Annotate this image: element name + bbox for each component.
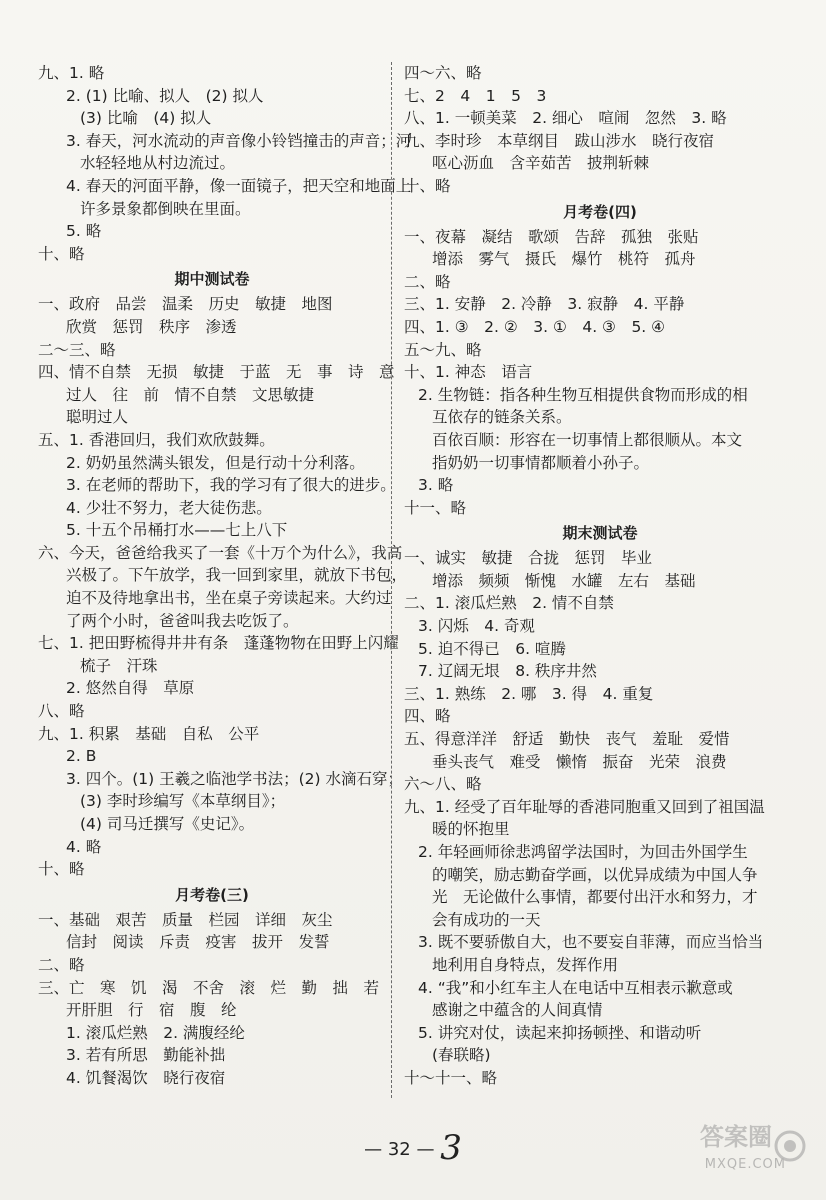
answer-line: 二、略 [38, 955, 85, 974]
answer-line: 十、略 [38, 244, 85, 263]
answer-line: 2. 悠然自得 草原 [66, 679, 195, 698]
answer-line: 了两个小时，爸爸叫我去吃饭了。 [66, 611, 299, 630]
answer-line: 4. “我”和小红车主人在电话中互相表示歉意或 [418, 978, 733, 997]
answer-line: 4. 饥餐渴饮 晓行夜宿 [66, 1068, 226, 1087]
answer-line: 百依百顺：形容在一切事情上都很顺从。本文 [432, 430, 743, 449]
answer-line: 信封 阅读 斥责 疫害 拔开 发誓 [66, 933, 330, 952]
answer-line: 二、略 [404, 272, 451, 291]
answer-line: 十、1. 神态 语言 [404, 363, 533, 382]
answer-line: 迫不及待地拿出书，坐在桌子旁读起来。大约过 [66, 589, 392, 608]
answer-line: 地利用自身特点，发挥作用 [432, 955, 619, 974]
answer-line: 梳子 汗珠 [80, 656, 158, 675]
answer-line: 七、2 4 1 5 3 [404, 86, 547, 105]
answer-line: 欣赏 惩罚 秩序 渗透 [66, 317, 237, 336]
answer-line: 5. 十五个吊桶打水——七上八下 [66, 521, 288, 540]
answer-line: 5. 讲究对仗，读起来抑扬顿挫、和谐动听 [418, 1023, 702, 1042]
answer-line: 四、略 [404, 707, 451, 726]
answer-line: 十、略 [404, 176, 451, 195]
answer-line: 一、诚实 敏捷 合拢 惩罚 毕业 [404, 549, 653, 568]
watermark-url: MXQE.COM [704, 1157, 786, 1172]
answer-line: 5. 略 [66, 222, 102, 241]
answer-line: 2. 年轻画师徐悲鸿留学法国时，为回击外国学生 [418, 843, 748, 861]
answer-line: 增添 雾气 摄氏 爆竹 桃符 孤舟 [432, 250, 696, 269]
answer-line: 四～六、略 [404, 64, 482, 82]
answer-line: 光 无论做什么事情，都要付出汗水和努力，才 [432, 888, 758, 907]
answer-line: 3. 略 [418, 476, 454, 495]
answer-line: 六～八、略 [404, 775, 482, 794]
answer-line: 十～十一、略 [404, 1068, 498, 1087]
answer-line: 1. 滚瓜烂熟 2. 满腹经纶 [66, 1023, 245, 1042]
answer-line: 垂头丧气 难受 懒惰 振奋 光荣 浪费 [432, 752, 727, 771]
answer-line: 五、得意洋洋 舒适 勤快 丧气 羞耻 爱惜 [404, 730, 730, 749]
answer-line: 暖的怀抱里 [432, 820, 510, 839]
answer-line: 2. 奶奶虽然满头银发，但是行动十分利落。 [66, 453, 365, 472]
answer-line: (春联略) [432, 1046, 491, 1065]
answer-line: 指奶奶一切事情都顺着小孙子。 [432, 453, 650, 472]
answer-line: (3) 比喻 (4) 拟人 [80, 109, 212, 128]
answer-line: 四、情不自禁 无损 敏捷 于蓝 无 事 诗 意 [38, 363, 395, 382]
answer-line: 十、略 [38, 860, 85, 879]
answer-line: 4. 春天的河面平静，像一面镜子，把天空和地面上 [66, 176, 412, 195]
right-column [404, 62, 796, 1090]
section-title: 期中测试卷 [174, 270, 250, 289]
answer-line: 5. 迫不得已 6. 喧腾 [418, 639, 566, 658]
answer-line: 八、1. 一顿美菜 2. 细心 喧闹 忽然 3. 略 [404, 109, 727, 128]
answer-line: 八、略 [38, 702, 85, 721]
answer-line: 3. 四个。(1) 王羲之临池学书法；(2) 水滴石穿； [66, 769, 403, 788]
answer-line: 2. (1) 比喻、拟人 (2) 拟人 [66, 86, 264, 105]
answer-line: 的嘲笑，励志勤奋学画，以优异成绩为中国人争 [432, 865, 758, 884]
answer-line: 一、政府 品尝 温柔 历史 敏捷 地图 [38, 295, 333, 314]
section-title: 月考卷(四) [563, 202, 637, 221]
page-number: — 32 — [364, 1139, 435, 1160]
column-divider [391, 62, 392, 1098]
answer-line: 3. 既不要骄傲自大，也不要妄自菲薄，而应当恰当 [418, 933, 764, 952]
answer-line: 十一、略 [404, 498, 467, 517]
answer-line: 九、李时珍 本草纲目 跋山涉水 晓行夜宿 [404, 131, 715, 150]
answer-line: 呕心沥血 含辛茹苦 披荆斩棘 [432, 154, 650, 173]
answer-line: 水轻轻地从村边流过。 [80, 154, 236, 173]
watermark-logo [698, 1124, 808, 1178]
answer-line: 增添 频频 惭愧 水罐 左右 基础 [432, 571, 696, 590]
answer-line: 五、1. 香港回归，我们欢欣鼓舞。 [38, 430, 275, 449]
answer-line: 聪明过人 [66, 408, 129, 427]
answer-line: 4. 略 [66, 837, 102, 856]
answer-line: 许多景象都倒映在里面。 [80, 199, 251, 218]
handwritten-mark: 3 [440, 1128, 462, 1168]
answer-line: (4) 司马迁撰写《史记》。 [80, 815, 255, 833]
answer-line: 3. 在老师的帮助下，我的学习有了很大的进步。 [66, 476, 396, 495]
answer-line: 会有成功的一天 [432, 910, 541, 929]
section-title: 期末测试卷 [562, 524, 638, 543]
answer-line: 二～三、略 [38, 340, 116, 359]
section-title: 月考卷(三) [175, 885, 249, 904]
watermark-logo-text: 答案圈 [700, 1123, 772, 1151]
answer-line: 九、1. 积累 基础 自私 公平 [38, 724, 260, 743]
answer-line: 3. 春天，河水流动的声音像小铃铛撞击的声音；河 [66, 131, 412, 150]
answer-line: 感谢之中蕴含的人间真情 [432, 1001, 603, 1020]
answer-line: 三、1. 安静 2. 冷静 3. 寂静 4. 平静 [404, 295, 685, 314]
answer-line: 七、1. 把田野梳得井井有条 蓬蓬物物在田野上闪耀 [38, 634, 399, 653]
answer-line: 一、基础 艰苦 质量 栏园 详细 灰尘 [38, 910, 333, 929]
answer-line: 九、1. 略 [38, 64, 105, 82]
answer-line: 二、1. 滚瓜烂熟 2. 情不自禁 [404, 594, 614, 613]
answer-line: 三、亡 寒 饥 渴 不舍 滚 烂 勤 拙 若 [38, 978, 380, 997]
answer-line: 2. B [66, 747, 97, 766]
answer-line: 四、1. ③ 2. ② 3. ① 4. ③ 5. ④ [404, 317, 666, 336]
answer-line: 九、1. 经受了百年耻辱的香港同胞重又回到了祖国温 [404, 797, 765, 816]
answer-line: 开肝胆 行 宿 腹 纶 [66, 1001, 237, 1020]
answer-line: 过人 往 前 情不自禁 文思敏捷 [66, 385, 315, 404]
answer-line: 兴极了。下午放学，我一回到家里，就放下书包， [66, 566, 408, 585]
answer-line: 7. 辽阔无垠 8. 秩序井然 [418, 662, 597, 681]
answer-line: 2. 生物链：指各种生物互相提供食物而形成的相 [418, 385, 748, 404]
answer-line: 五～九、略 [404, 340, 482, 359]
answer-line: 3. 闪烁 4. 奇观 [418, 617, 535, 636]
answer-line: 4. 少壮不努力，老大徒伤悲。 [66, 498, 272, 517]
answer-line: 一、夜幕 凝结 歌颂 告辞 孤独 张贴 [404, 227, 699, 246]
answer-line: (3) 李时珍编写《本草纲目》； [80, 792, 286, 811]
answer-line: 三、1. 熟练 2. 哪 3. 得 4. 重复 [404, 684, 654, 703]
answer-line: 3. 若有所思 勤能补拙 [66, 1046, 226, 1065]
left-column [38, 62, 412, 1090]
answer-line: 六、今天，爸爸给我买了一套《十万个为什么》，我高 [38, 543, 403, 562]
answer-line: 互依存的链条关系。 [432, 408, 572, 427]
